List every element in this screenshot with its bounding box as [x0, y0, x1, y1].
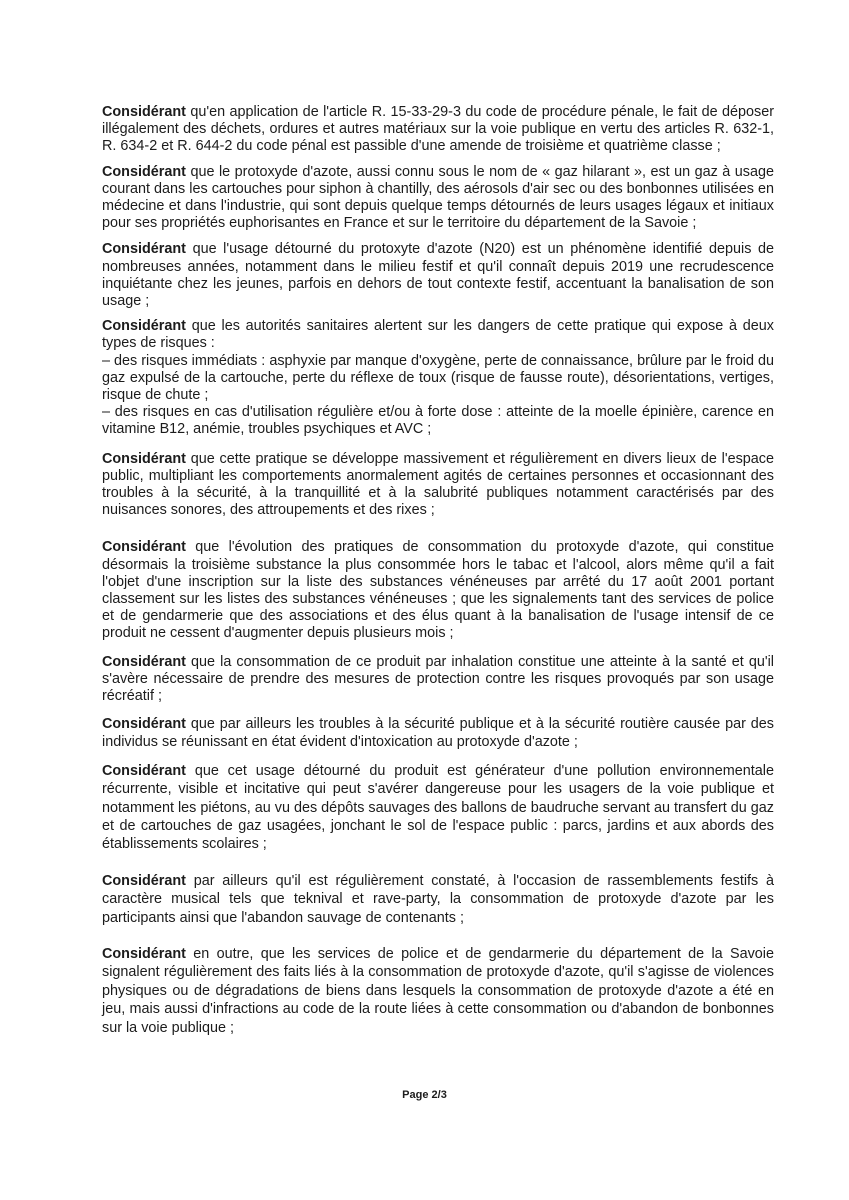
considerant-keyword: Considérant [102, 716, 186, 733]
paragraph-text: que la consommation de ce produit par inhalation constitue une atteinte à la santé et qu'il s'avère nécessaire de prendre des mesures de protection contre les risques provoqués par son usage récréatif ; [102, 653, 774, 705]
paragraph-health-risks [102, 318, 774, 438]
considerant-keyword: Considérant [102, 653, 186, 670]
paragraph-environmental-pollution [102, 762, 774, 854]
paragraph-festive-gatherings [102, 872, 774, 927]
considerant-keyword: Considérant [102, 762, 186, 779]
paragraph-text: par ailleurs qu'il est régulièrement constaté, à l'occasion de rassemblements festifs à caractère musical tels que teknival et rave-party, la consommation de protoxyde d'azote par les participants ainsi que l'abandon sauvage de contenants ; [102, 872, 774, 926]
considerant-keyword: Considérant [102, 318, 186, 335]
paragraph-text: que par ailleurs les troubles à la sécurité publique et à la sécurité routière causée par des individus se réunissant en état évident d'intoxication au protoxyde d'azote ; [102, 716, 775, 750]
paragraph-text: que les autorités sanitaires alertent sur les dangers de cette pratique qui expose à deux types de risques : [102, 318, 774, 352]
paragraph-health-protection [102, 654, 774, 706]
paragraph-text: que cet usage détourné du produit est générateur d'une pollution environnementale récurrente, visible et incitative qui peut s'avérer dangereuse pour les usagers de la voie publique et notamment les piétons, au vu des dépôts sauvages des ballons de baudruche servant au transfert du gaz et de cartouches de gaz usagées, jonchant le sol de l'espace public : parcs, jardins et aux abords des établissements scolaires ; [102, 762, 774, 853]
paragraph-text: qu'en application de l'article R. 15-33-29-3 du code de procédure pénale, le fait de déposer illégalement des déchets, ordures et autres matériaux sur la voie publique en vertu des articles R. 632-1, R. 634-2 et R. 644-2 du code pénal est passible d'une amende de troisième et quatrième classe ; [102, 104, 775, 155]
document-body [102, 104, 774, 1045]
considerant-keyword: Considérant [102, 945, 186, 962]
considerant-keyword: Considérant [102, 104, 186, 120]
considerant-keyword: Considérant [102, 450, 186, 467]
paragraph-text: que le protoxyde d'azote, aussi connu sous le nom de « gaz hilarant », est un gaz à usage courant dans les cartouches pour siphon à chantilly, des aérosols d'air sec ou des bonbonnes utilisées en médecine et dans l'industrie, qui sont depuis quelque temps détournés de leurs usages légaux et initiaux pour ses propriétés euphorisantes en France et sur le territoire du département de la Savoie ; [102, 163, 775, 232]
considerant-keyword: Considérant [102, 872, 186, 889]
considerant-keyword: Considérant [102, 539, 186, 556]
paragraph-public-disorder [102, 451, 774, 520]
paragraph-police-reports [102, 945, 774, 1037]
considerant-keyword: Considérant [102, 163, 186, 180]
page-number: Page 2/3 [402, 1089, 447, 1101]
paragraph-nitrous-oxide-definition [102, 164, 774, 233]
considerant-keyword: Considérant [102, 241, 186, 258]
paragraph-road-safety [102, 716, 774, 750]
paragraph-consumption-evolution [102, 539, 774, 642]
paragraph-text: que l'évolution des pratiques de consommation du protoxyde d'azote, qui constitue désormais la troisième substance la plus consommée hors le tabac et l'alcool, alors même qu'il a fait l'objet d'une inscription sur la liste des substances vénéneuses par arrêté du 17 août 2001 portant classement sur les listes des substances vénéneuses ; que les signalements tant des services de police et de gendarmerie que des associations et des élus quant à la banalisation de l'usage intensif de ce produit ne cessent d'augmenter depuis plusieurs mois ; [102, 539, 774, 642]
paragraph-text: que cette pratique se développe massivement et régulièrement en divers lieux de l'espace public, multipliant les comportements anormalement agités de certaines personnes et occasionnant des troubles à la sécurité, à la tranquillité et à la salubrité publiques notamment caractérisés par des nuisances sonores, des attroupements et des rixes ; [102, 450, 774, 519]
risk-list-item-immediate: – des risques immédiats : asphyxie par manque d'oxygène, perte de connaissance, brûlure par le froid du gaz expulsé de la cartouche, perte du réflexe de toux (risque de fausse route), désorientations, vertiges, risque de chute ; [102, 352, 774, 404]
risk-list-item-regular-use: – des risques en cas d'utilisation régulière et/ou à forte dose : atteinte de la moelle épinière, carence en vitamine B12, anémie, troubles psychiques et AVC ; [102, 404, 774, 438]
paragraph-diverted-use [102, 241, 774, 310]
paragraph-waste-deposit [102, 104, 774, 156]
paragraph-text: que l'usage détourné du protoxyte d'azote (N20) est un phénomène identifié depuis de nombreuses années, notamment dans le milieu festif et qu'il connaît depuis 2019 une recrudescence inquiétante chez les jeunes, parfois en dehors de tout contexte festif, accentuant la banalisation de son usage ; [102, 241, 774, 310]
paragraph-text: en outre, que les services de police et de gendarmerie du département de la Savoie signalent régulièrement des faits liés à la consommation de protoxyde d'azote, qu'il s'agisse de violences physiques ou de dégradations de biens dans lesquels la consommation de protoxyde d'azote a été en jeu, mais aussi d'infractions au code de la route liées à cette consommation ou d'abandon de bonbonnes sur la voie publique ; [102, 945, 774, 1036]
